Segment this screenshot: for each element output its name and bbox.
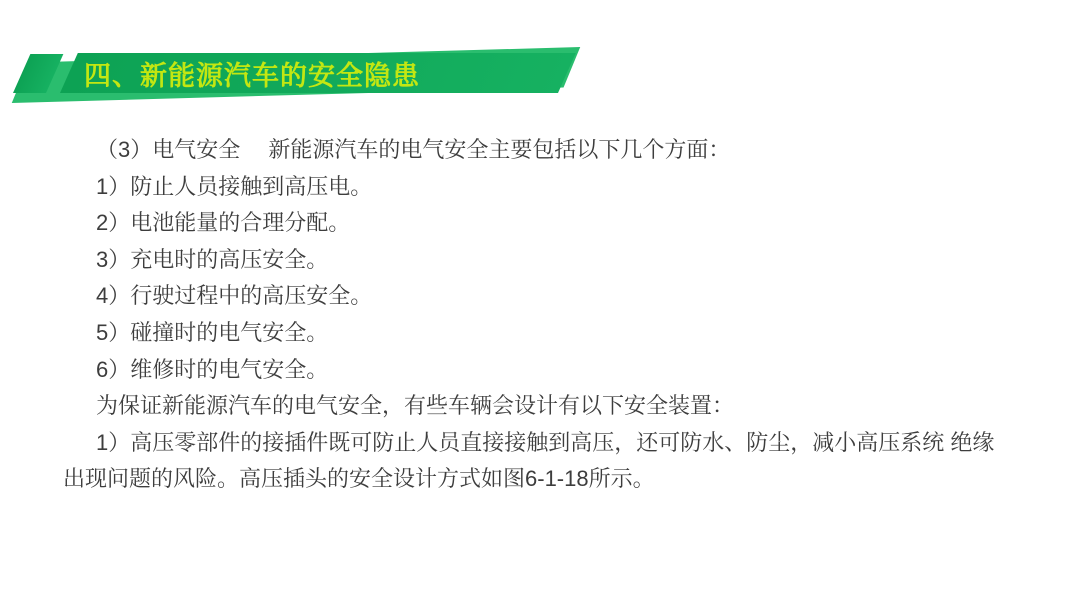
body-line: 3）充电时的高压安全。 [96, 246, 329, 272]
section-title: 四、新能源汽车的安全隐患 [84, 60, 420, 91]
body-line: 为保证新能源汽车的电气安全，有些车辆会设计有以下安全装置： [96, 393, 735, 419]
body-line: 5）碰撞时的电气安全。 [96, 319, 329, 345]
body-line: 6）维修时的电气安全。 [96, 356, 329, 382]
body-line: 1）高压零部件的接插件既可防止人员直接接触到高压，还可防水、防尘，减小高压系统 绝缘 [96, 429, 995, 455]
body-line: 2）电池能量的合理分配。 [96, 210, 351, 236]
body-text-block [63, 132, 1068, 498]
body-line: 1）防止人员接触到高压电。 [96, 173, 373, 199]
body-line: 4）行驶过程中的高压安全。 [96, 283, 373, 309]
body-line: （3）电气安全 新能源汽车的电气安全主要包括以下几个方面： [96, 137, 731, 162]
body-line: 出现问题的风险。高压插头的安全设计方式如图6-1-18所示。 [63, 466, 655, 492]
